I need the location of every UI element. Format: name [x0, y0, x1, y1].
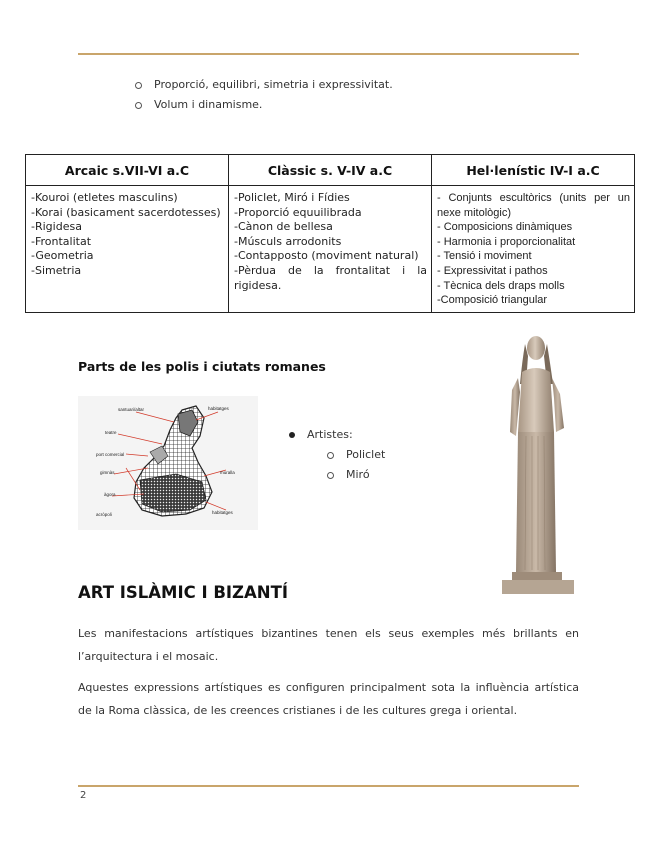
artists-sublist [327, 445, 385, 485]
table-line: nexe mitològic) [437, 206, 511, 219]
header-arcaic: Arcaic s.VII-VI a.C [26, 155, 229, 186]
paragraph: Aquestes expressions artístiques es configuren principalment sota la influència artística de la Roma clàssica, de les creences cristianes i de les cultures grega i oriental. [78, 681, 579, 717]
paragraph: Les manifestacions artístiques bizantines tenen els seus exemples més brillants en l’arquitectura i el mosaic. [78, 627, 579, 663]
table-line: - Harmonia i proporcionalitat [437, 235, 576, 248]
list-item: Policlet [327, 445, 385, 465]
kore-statue-image [498, 332, 576, 597]
list-item: Proporció, equilibri, simetria i expressivitat. [135, 75, 393, 95]
table-line: -Korai (basicament sacerdotesses) [31, 205, 221, 219]
table-line: - Conjunts escultòrics (units per un [437, 192, 630, 204]
cell-hellenistic [432, 186, 635, 313]
map-label: muralla [220, 470, 235, 475]
header-classic: Clàssic s. V-IV a.C [229, 155, 432, 186]
map-label: teatre [105, 430, 117, 435]
artists-list [289, 425, 385, 485]
map-label: habitatges [212, 510, 233, 515]
header-hellenistic: Hel·lenístic IV-I a.C [432, 155, 635, 186]
polis-map-image [78, 396, 258, 530]
map-label: gimnàs [100, 470, 115, 475]
table-line: -Geometria [31, 249, 94, 263]
list-item: Miró [327, 465, 385, 485]
table-line: -Simetria [31, 263, 82, 277]
table-line: -Pèrdua de la frontalitat i la [234, 263, 427, 277]
bottom-rule [78, 785, 579, 787]
map-label: acròpoli [96, 512, 112, 517]
table-line: -Composició triangular [437, 294, 548, 307]
map-label: santuari/altar [118, 407, 145, 412]
map-label: port comercial [96, 452, 125, 457]
polis-map-drawing [78, 396, 258, 530]
map-label: habitatges [208, 406, 229, 411]
table-line: - Expressivitat i pathos [437, 264, 548, 277]
cell-arcaic [26, 186, 229, 313]
table-line: - Tensió i moviment [437, 250, 532, 263]
top-rule [78, 53, 579, 55]
table-line: -Kouroi (etletes masculins) [31, 191, 178, 204]
table-line: -Rigidesa [31, 220, 82, 234]
polis-parts-heading: Parts de les polis i ciutats romanes [78, 359, 326, 374]
table-line: -Policlet, Miró i Fídies [234, 191, 350, 204]
table-line: rigidesa. [234, 278, 282, 292]
list-item: Volum i dinamisme. [135, 95, 393, 115]
page-number: 2 [80, 790, 87, 801]
table-line: -Frontalitat [31, 234, 92, 248]
table-line: -Músculs arrodonits [234, 234, 342, 248]
table-line: -Contapposto (moviment natural) [234, 249, 419, 263]
artists-label: Artistes: [289, 425, 385, 445]
principles-list [135, 75, 393, 115]
section-title: ART ISLÀMIC I BIZANTÍ [78, 583, 288, 602]
cell-classic [229, 186, 432, 313]
map-label: àgora [104, 492, 116, 497]
table-line: - Composicions dinàmiques [437, 221, 573, 234]
sculpture-periods-table [25, 154, 635, 313]
table-line: -Proporció equuilibrada [234, 205, 362, 219]
table-line: -Cànon de bellesa [234, 220, 333, 234]
table-line: - Tècnica dels draps molls [437, 279, 565, 292]
